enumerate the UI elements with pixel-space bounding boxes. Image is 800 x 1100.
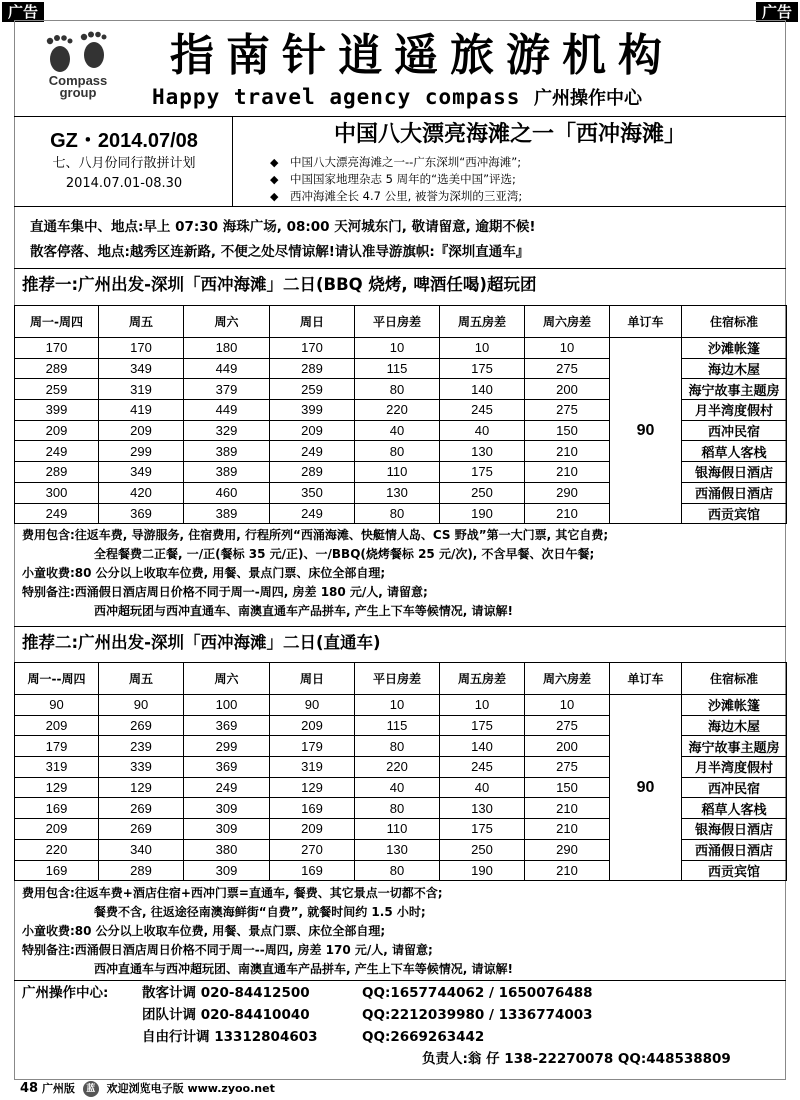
contact-qq: QQ:1657744062 / 1650076488: [362, 985, 593, 1001]
price-cell: 169: [15, 798, 99, 819]
price-cell: 170: [270, 338, 355, 359]
price-cell: 130: [440, 441, 525, 462]
accommodation-cell: 稻草人客栈: [682, 441, 787, 462]
rec2-price-table: [14, 662, 787, 881]
price-cell: 349: [99, 358, 184, 379]
manager-contact: 负责人:翁 仔 138-22270078 QQ:448538809: [422, 1051, 731, 1067]
price-cell: 130: [355, 839, 440, 860]
price-cell: 309: [184, 860, 270, 881]
price-cell: 170: [15, 338, 99, 359]
highlight-item: ◆ 中国国家地理杂志 5 周年的“选美中国”评选;: [270, 171, 522, 188]
accommodation-cell: 西涌假日酒店: [682, 482, 787, 503]
price-cell: 309: [184, 819, 270, 840]
price-cell: 10: [355, 338, 440, 359]
note-line: 费用包含:往返车费, 导游服务, 住宿费用, 行程所列“西涌海滩、快艇情人岛、CS 野战”第一大门票, 其它自费;: [22, 528, 609, 542]
price-cell: 110: [355, 819, 440, 840]
price-cell: 399: [270, 400, 355, 421]
price-cell: 210: [525, 441, 610, 462]
contact-phone: 自由行计调 13312804603: [142, 1029, 318, 1045]
note-line: 小童收费:80 公分以上收取车位费, 用餐、景点门票、床位全部自理;: [22, 924, 386, 938]
price-cell: 299: [184, 736, 270, 757]
price-cell: 210: [525, 819, 610, 840]
price-cell: 40: [440, 420, 525, 441]
contact-phone: 散客计调 020-84412500: [142, 985, 310, 1001]
price-cell: 80: [355, 379, 440, 400]
note-line: 全程餐费二正餐, 一/正(餐标 35 元/正)、一/BBQ(烧烤餐标 25 元/次), 不含早餐、次日午餐;: [94, 547, 595, 561]
col-single-car: 单订车: [610, 306, 682, 338]
col-sat: 周六: [184, 306, 270, 338]
col-fri: 周五: [99, 306, 184, 338]
price-cell: 140: [440, 379, 525, 400]
divider: [14, 980, 786, 981]
single-car-price: 90: [610, 338, 682, 524]
price-cell: 389: [184, 462, 270, 483]
rec1-title: 推荐一:广州出发-深圳「西冲海滩」二日(BBQ 烧烤, 啤酒任喝)超玩团: [22, 275, 537, 294]
tour-dates: 2014.07.01-08.30: [65, 176, 183, 191]
price-cell: 300: [15, 482, 99, 503]
price-cell: 319: [99, 379, 184, 400]
price-cell: 249: [15, 503, 99, 524]
price-cell: 420: [99, 482, 184, 503]
divider: [14, 268, 786, 269]
price-cell: 249: [270, 441, 355, 462]
price-cell: 245: [440, 757, 525, 778]
price-cell: 175: [440, 715, 525, 736]
price-cell: 40: [355, 777, 440, 798]
rec1-notes: [22, 526, 608, 621]
highlight-item: ◆ 中国八大漂亮海滩之一--广东深圳“西冲海滩”;: [270, 154, 522, 171]
col-mon-thu: 周一-周四: [15, 306, 99, 338]
accommodation-cell: 西贡宾馆: [682, 860, 787, 881]
price-cell: 169: [270, 798, 355, 819]
price-cell: 190: [440, 860, 525, 881]
price-cell: 130: [440, 798, 525, 819]
price-cell: 209: [270, 420, 355, 441]
price-cell: 129: [99, 777, 184, 798]
table-row: [15, 695, 787, 716]
accommodation-cell: 银海假日酒店: [682, 462, 787, 483]
price-cell: 270: [270, 839, 355, 860]
price-cell: 309: [184, 798, 270, 819]
contact-qq: QQ:2212039980 / 1336774003: [362, 1007, 593, 1023]
single-car-price: 90: [610, 695, 682, 881]
price-cell: 90: [15, 695, 99, 716]
price-cell: 329: [184, 420, 270, 441]
price-cell: 40: [355, 420, 440, 441]
accommodation-cell: 银海假日酒店: [682, 819, 787, 840]
ad-label-right: 广告: [756, 2, 798, 22]
price-cell: 80: [355, 441, 440, 462]
price-cell: 275: [525, 400, 610, 421]
divider: [232, 117, 233, 206]
page-footer: [20, 1081, 275, 1097]
table-header-row: [15, 663, 787, 695]
accommodation-cell: 西涌假日酒店: [682, 839, 787, 860]
rec2-notes: [22, 884, 513, 979]
accommodation-cell: 月半湾度假村: [682, 400, 787, 421]
price-cell: 269: [99, 798, 184, 819]
ops-center-label: 广州操作中心:: [22, 985, 109, 1001]
highlight-list: [270, 154, 522, 205]
price-cell: 210: [525, 798, 610, 819]
price-cell: 210: [525, 462, 610, 483]
price-cell: 250: [440, 839, 525, 860]
price-cell: 150: [525, 420, 610, 441]
price-cell: 40: [440, 777, 525, 798]
price-cell: 289: [270, 462, 355, 483]
accommodation-cell: 西冲民宿: [682, 777, 787, 798]
highlight-item: ◆ 西冲海滩全长 4.7 公里, 被誉为深圳的三亚湾;: [270, 188, 522, 205]
col-mon-thu: 周一--周四: [15, 663, 99, 695]
price-cell: 449: [184, 358, 270, 379]
accommodation-cell: 月半湾度假村: [682, 757, 787, 778]
price-cell: 90: [270, 695, 355, 716]
page-number: 48: [20, 1081, 39, 1096]
price-cell: 379: [184, 379, 270, 400]
price-cell: 129: [15, 777, 99, 798]
price-cell: 175: [440, 819, 525, 840]
price-cell: 110: [355, 462, 440, 483]
price-cell: 269: [99, 819, 184, 840]
price-cell: 179: [15, 736, 99, 757]
col-fri-diff: 周五房差: [440, 306, 525, 338]
price-cell: 209: [270, 819, 355, 840]
dropoff-notice: 散客停落、地点:越秀区连新路, 不便之处尽情谅解!请认准导游旗帜:『深圳直通车』: [30, 244, 530, 260]
price-cell: 319: [15, 757, 99, 778]
price-cell: 249: [15, 441, 99, 462]
price-cell: 190: [440, 503, 525, 524]
slogan-cn: 广州操作中心: [534, 88, 643, 109]
price-cell: 80: [355, 736, 440, 757]
price-cell: 209: [15, 420, 99, 441]
compass-logo: [36, 31, 120, 107]
divider: [14, 206, 786, 207]
price-cell: 150: [525, 777, 610, 798]
price-cell: 299: [99, 441, 184, 462]
price-cell: 209: [15, 819, 99, 840]
price-cell: 249: [270, 503, 355, 524]
price-cell: 259: [15, 379, 99, 400]
price-cell: 210: [525, 860, 610, 881]
price-cell: 249: [184, 777, 270, 798]
accommodation-cell: 沙滩帐篷: [682, 338, 787, 359]
price-cell: 10: [525, 695, 610, 716]
logo-text: Compass group: [48, 73, 108, 100]
price-cell: 220: [15, 839, 99, 860]
note-line: 特别备注:西涌假日酒店周日价格不同于周一--周四, 房差 170 元/人, 请留意;: [22, 943, 433, 957]
accommodation-cell: 海宁故事主题房: [682, 379, 787, 400]
col-sun: 周日: [270, 306, 355, 338]
price-cell: 209: [99, 420, 184, 441]
rec2-title: 推荐二:广州出发-深圳「西冲海滩」二日(直通车): [22, 633, 381, 652]
price-cell: 369: [184, 715, 270, 736]
tour-code: GZ・2014.07/08: [50, 130, 198, 152]
price-cell: 10: [525, 338, 610, 359]
badge-icon: 蓝: [83, 1081, 99, 1097]
slogan-en: Happy travel agency compass: [152, 85, 521, 109]
price-cell: 175: [440, 358, 525, 379]
col-accommodation: 住宿标准: [682, 663, 787, 695]
divider: [14, 626, 786, 627]
col-fri: 周五: [99, 663, 184, 695]
price-cell: 169: [15, 860, 99, 881]
col-sat-diff: 周六房差: [525, 306, 610, 338]
note-line: 特别备注:西涌假日酒店周日价格不同于周一-周四, 房差 180 元/人, 请留意;: [22, 585, 428, 599]
price-cell: 289: [270, 358, 355, 379]
edition-label: 广州版: [41, 1082, 75, 1095]
price-cell: 169: [270, 860, 355, 881]
price-cell: 170: [99, 338, 184, 359]
price-cell: 209: [270, 715, 355, 736]
divider: [14, 116, 786, 117]
note-line: 费用包含:往返车费+酒店住宿+西冲门票=直通车, 餐费、其它景点一切都不含;: [22, 886, 443, 900]
price-cell: 140: [440, 736, 525, 757]
col-weekday-diff: 平日房差: [355, 663, 440, 695]
accommodation-cell: 海边木屋: [682, 358, 787, 379]
note-line: 餐费不含, 往返途径南澳海鲜街“自费”, 就餐时间约 1.5 小时;: [94, 905, 426, 919]
rec1-price-table: [14, 305, 787, 524]
tour-code-box: [18, 124, 230, 200]
price-cell: 290: [525, 839, 610, 860]
note-line: 西冲超玩团与西冲直通车、南澳直通车产品拼车, 产生上下车等候情况, 请谅解!: [94, 604, 513, 618]
table-row: [15, 338, 787, 359]
price-cell: 389: [184, 441, 270, 462]
footprints-icon: [36, 31, 120, 75]
note-line: 西冲直通车与西冲超玩团、南澳直通车产品拼车, 产生上下车等候情况, 请谅解!: [94, 962, 513, 976]
price-cell: 269: [99, 715, 184, 736]
accommodation-cell: 海边木屋: [682, 715, 787, 736]
accommodation-cell: 西贡宾馆: [682, 503, 787, 524]
price-cell: 80: [355, 798, 440, 819]
contact-qq: QQ:2669263442: [362, 1029, 485, 1045]
brand-header: [22, 27, 780, 111]
price-cell: 275: [525, 715, 610, 736]
price-cell: 129: [270, 777, 355, 798]
price-cell: 180: [184, 338, 270, 359]
col-sun: 周日: [270, 663, 355, 695]
price-cell: 349: [99, 462, 184, 483]
price-cell: 449: [184, 400, 270, 421]
price-cell: 350: [270, 482, 355, 503]
accommodation-cell: 稻草人客栈: [682, 798, 787, 819]
price-cell: 275: [525, 757, 610, 778]
price-cell: 389: [184, 503, 270, 524]
price-cell: 369: [184, 757, 270, 778]
price-cell: 10: [440, 338, 525, 359]
col-weekday-diff: 平日房差: [355, 306, 440, 338]
footer-text: 欢迎浏览电子版 www.zyoo.net: [106, 1082, 275, 1095]
price-cell: 460: [184, 482, 270, 503]
price-cell: 200: [525, 736, 610, 757]
note-line: 小童收费:80 公分以上收取车位费, 用餐、景点门票、床位全部自理;: [22, 566, 386, 580]
col-single-car: 单订车: [610, 663, 682, 695]
accommodation-cell: 沙滩帐篷: [682, 695, 787, 716]
price-cell: 319: [270, 757, 355, 778]
col-sat: 周六: [184, 663, 270, 695]
price-cell: 289: [15, 462, 99, 483]
price-cell: 399: [15, 400, 99, 421]
price-cell: 209: [15, 715, 99, 736]
price-cell: 220: [355, 757, 440, 778]
price-cell: 419: [99, 400, 184, 421]
price-cell: 259: [270, 379, 355, 400]
price-cell: 290: [525, 482, 610, 503]
price-cell: 289: [15, 358, 99, 379]
price-cell: 179: [270, 736, 355, 757]
price-cell: 115: [355, 715, 440, 736]
price-cell: 369: [99, 503, 184, 524]
price-cell: 80: [355, 503, 440, 524]
price-cell: 10: [355, 695, 440, 716]
price-cell: 275: [525, 358, 610, 379]
contact-phone: 团队计调 020-84410040: [142, 1007, 310, 1023]
price-cell: 175: [440, 462, 525, 483]
ad-label-left: 广告: [2, 2, 44, 22]
price-cell: 130: [355, 482, 440, 503]
price-cell: 80: [355, 860, 440, 881]
headline: 中国八大漂亮海滩之一「西冲海滩」: [333, 122, 686, 147]
price-cell: 220: [355, 400, 440, 421]
price-cell: 200: [525, 379, 610, 400]
price-cell: 339: [99, 757, 184, 778]
price-cell: 245: [440, 400, 525, 421]
col-sat-diff: 周六房差: [525, 663, 610, 695]
price-cell: 289: [99, 860, 184, 881]
meeting-notice: 直通车集中、地点:早上 07:30 海珠广场, 08:00 天河城东门, 敬请留意, 逾期不候!: [30, 219, 536, 235]
accommodation-cell: 海宁故事主题房: [682, 736, 787, 757]
table-header-row: [15, 306, 787, 338]
price-cell: 115: [355, 358, 440, 379]
price-cell: 250: [440, 482, 525, 503]
price-cell: 210: [525, 503, 610, 524]
col-accommodation: 住宿标准: [682, 306, 787, 338]
price-cell: 10: [440, 695, 525, 716]
price-cell: 340: [99, 839, 184, 860]
col-fri-diff: 周五房差: [440, 663, 525, 695]
accommodation-cell: 西冲民宿: [682, 420, 787, 441]
price-cell: 100: [184, 695, 270, 716]
price-cell: 90: [99, 695, 184, 716]
tour-plan: 七、八月份同行散拼计划: [52, 156, 196, 171]
brand-name: 指南针逍遥旅游机构: [170, 30, 674, 81]
price-cell: 239: [99, 736, 184, 757]
brand-slogan: [152, 85, 642, 111]
price-cell: 380: [184, 839, 270, 860]
